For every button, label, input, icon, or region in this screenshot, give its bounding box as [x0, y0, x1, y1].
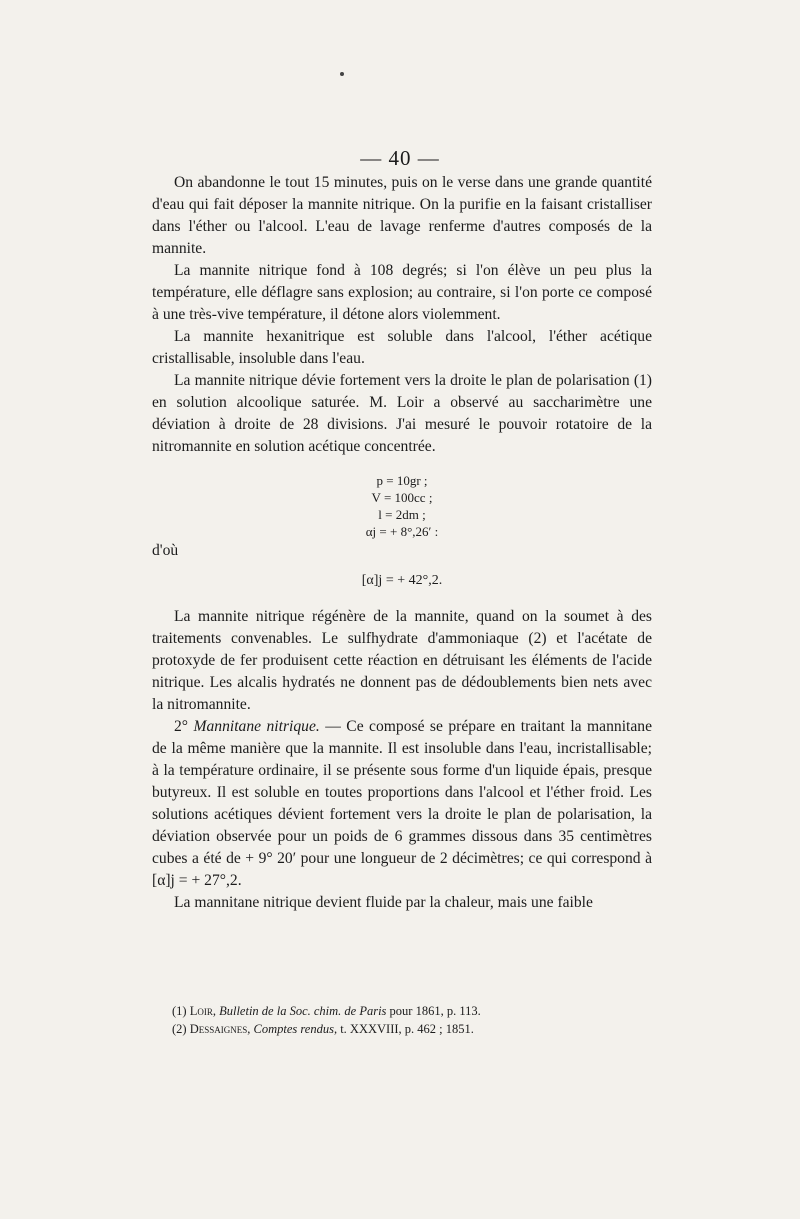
- section-text: — Ce composé se prépare en traitant la mannitane de la même manière que la mannite. Il est insoluble dans l'eau, incristallisable; à la température ordinaire, il se présente sous forme d'un liquide épais, presque butyreux. Il est soluble en toutes proportions dans l'alcool et l'éther froid. Les solutions acétiques dévient fortement vers la droite le plan de polarisation, la déviation observée pour un poids de 6 grammes dissous dans 35 centimètres cubes a été de + 9° 20′ pour une longueur de 2 décimètres; ce qui correspond à [α]j = + 27°,2.: [152, 718, 652, 889]
- footnote-rest: pour 1861, p. 113.: [389, 1004, 481, 1018]
- formula-group: [152, 472, 652, 540]
- footnote: [172, 1020, 652, 1038]
- footnote-mark: (1): [172, 1004, 187, 1018]
- footnote-rest: t. XXXVIII, p. 462 ; 1851.: [340, 1022, 474, 1036]
- footnote-mark: (2): [172, 1022, 187, 1036]
- section-title: Mannitane nitrique.: [193, 718, 320, 735]
- footnotes: [172, 1002, 652, 1038]
- paragraph: La mannite hexanitrique est soluble dans l'alcool, l'éther acétique cristallisable, insoluble dans l'eau.: [152, 328, 652, 367]
- paragraph: La mannite nitrique dévie fortement vers la droite le plan de polarisation (1) en solution alcoolique saturée. M. Loir a observé au saccharimètre une déviation à droite de 28 divisions. J'ai mesuré le pouvoir rotatoire de la nitromannite en solution acétique concentrée.: [152, 372, 652, 455]
- paragraph: On abandonne le tout 15 minutes, puis on le verse dans une grande quantité d'eau qui fait déposer la mannite nitrique. On la purifie en la faisant cristalliser dans l'éther ou l'alcool. L'eau de lavage renferme d'autres composés de la mannite.: [152, 174, 652, 257]
- print-speck: [340, 72, 344, 76]
- paragraph: La mannitane nitrique devient fluide par la chaleur, mais une faible: [174, 894, 593, 911]
- formula-line: αj = + 8°,26′ :: [365, 524, 439, 539]
- result-formula: [α]j = + 42°,2.: [361, 573, 443, 588]
- formula-line: V = 100cc ;: [371, 490, 433, 505]
- footnote-title: Bulletin de la Soc. chim. de Paris: [219, 1004, 387, 1018]
- body-text: [152, 172, 652, 914]
- paragraph: La mannite nitrique régénère de la mannite, quand on la soumet à des traitements convenables. Le sulfhydrate d'ammoniaque (2) et l'acétate de protoxyde de fer produisent cette réaction en détruisant les éléments de l'acide nitrique. Les alcalis hydratés ne donnent pas de dédoublements bien nets avec la nitromannite.: [152, 608, 652, 713]
- page-number: — 40 —: [360, 146, 440, 170]
- footnote: [172, 1002, 652, 1020]
- section-2-paragraph: [152, 716, 652, 892]
- formula-line: p = 10gr ;: [376, 473, 428, 488]
- dou-label: d'où: [152, 542, 179, 559]
- footnote-title: Comptes rendus,: [253, 1022, 338, 1036]
- section-number: 2°: [174, 718, 189, 735]
- formula-line: l = 2dm ;: [378, 507, 426, 522]
- paragraph: La mannite nitrique fond à 108 degrés; si l'on élève un peu plus la température, elle déflagre sans explosion; au contraire, si l'on porte ce composé à une très-vive température, il détone alors violemment.: [152, 262, 652, 323]
- footnote-author: Dessaignes,: [189, 1022, 251, 1036]
- footnote-author: Loir,: [189, 1004, 216, 1018]
